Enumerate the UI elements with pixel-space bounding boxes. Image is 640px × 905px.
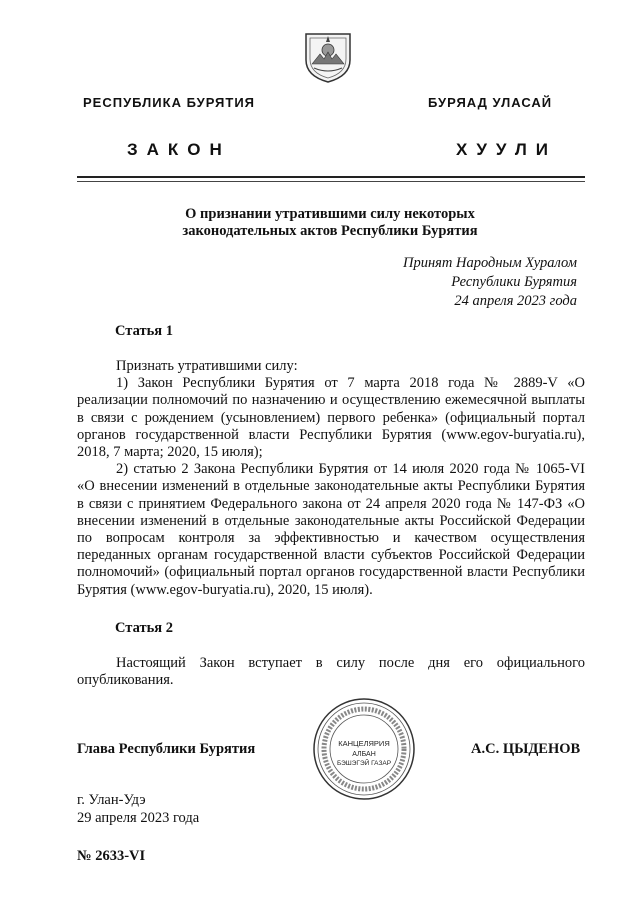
stamp-line1: КАНЦЕЛЯРИЯ — [338, 739, 390, 748]
republic-title-buryat: БУРЯАД УЛАСАЙ — [428, 95, 553, 110]
signatory-position: Глава Республики Бурятия — [77, 741, 256, 757]
article1-heading: Статья 1 — [115, 323, 173, 339]
header-divider-thin — [77, 181, 585, 182]
adoption-note — [403, 254, 577, 311]
republic-title-russian: РЕСПУБЛИКА БУРЯТИЯ — [83, 95, 256, 110]
law-word-russian: ЗАКОН — [127, 140, 231, 159]
article2-text: Настоящий Закон вступает в силу после дня его официального опубликования. — [77, 655, 585, 689]
law-title-line2: законодательных актов Республики Бурятия — [182, 223, 478, 239]
article1-item2: 2) статью 2 Закона Республики Бурятия от 14 июля 2020 года № 1065-VI «О внесении изменений в отдельные законодательные акты Республики Бурятия в связи с принятием Федерального закона от 24 апреля 2020 года № 147-ФЗ «О внесении изменений в отдельные законодательные акты Российской Федерации по вопросам контроля за эффективностью и качеством осуществления переданных органам государственной власти субъектов Российской Федерации полномочий» (официальный портал органов государственной власти Республики Бурятия (www.egov-buryatia.ru), 2020, 15 июля). — [77, 461, 585, 598]
adoption-note-line1: Принят Народным Хуралом — [402, 255, 577, 271]
law-word-buryat: ХУУЛИ — [456, 140, 557, 159]
signing-date: 29 апреля 2023 года — [77, 810, 200, 826]
adoption-note-line3: 24 апреля 2023 года — [454, 293, 577, 309]
article1-intro: Признать утратившими силу: — [116, 358, 298, 374]
article1-item1: 1) Закон Республики Бурятия от 7 марта 2018 года № 2889-V «О реализации полномочий по назначению и осуществлению ежемесячной выплаты в связи с рождением (усыновлением) первого ребенка» (официальный портал органов государственной власти Республики Бурятия (www.egov-buryatia.ru), 2018, 7 марта; 2020, 15 июля); — [77, 375, 585, 461]
official-stamp — [312, 697, 416, 801]
signatory-name: А.С. ЦЫДЕНОВ — [471, 741, 581, 757]
coat-of-arms-emblem — [302, 28, 354, 84]
law-title-line1: О признании утратившими силу некоторых — [185, 206, 475, 222]
header-divider — [77, 176, 585, 178]
signing-city: г. Улан-Удэ — [77, 792, 146, 808]
article2-body — [77, 655, 585, 689]
adoption-note-line2: Республики Бурятия — [451, 274, 577, 290]
law-number: № 2633-VI — [77, 848, 146, 864]
law-title — [120, 206, 540, 240]
stamp-line3: БЭШЭГЭЙ ГАЗАР — [336, 760, 392, 767]
article1-body — [77, 358, 585, 599]
article2-heading: Статья 2 — [115, 620, 173, 636]
stamp-line2: АЛБАН — [352, 751, 376, 758]
